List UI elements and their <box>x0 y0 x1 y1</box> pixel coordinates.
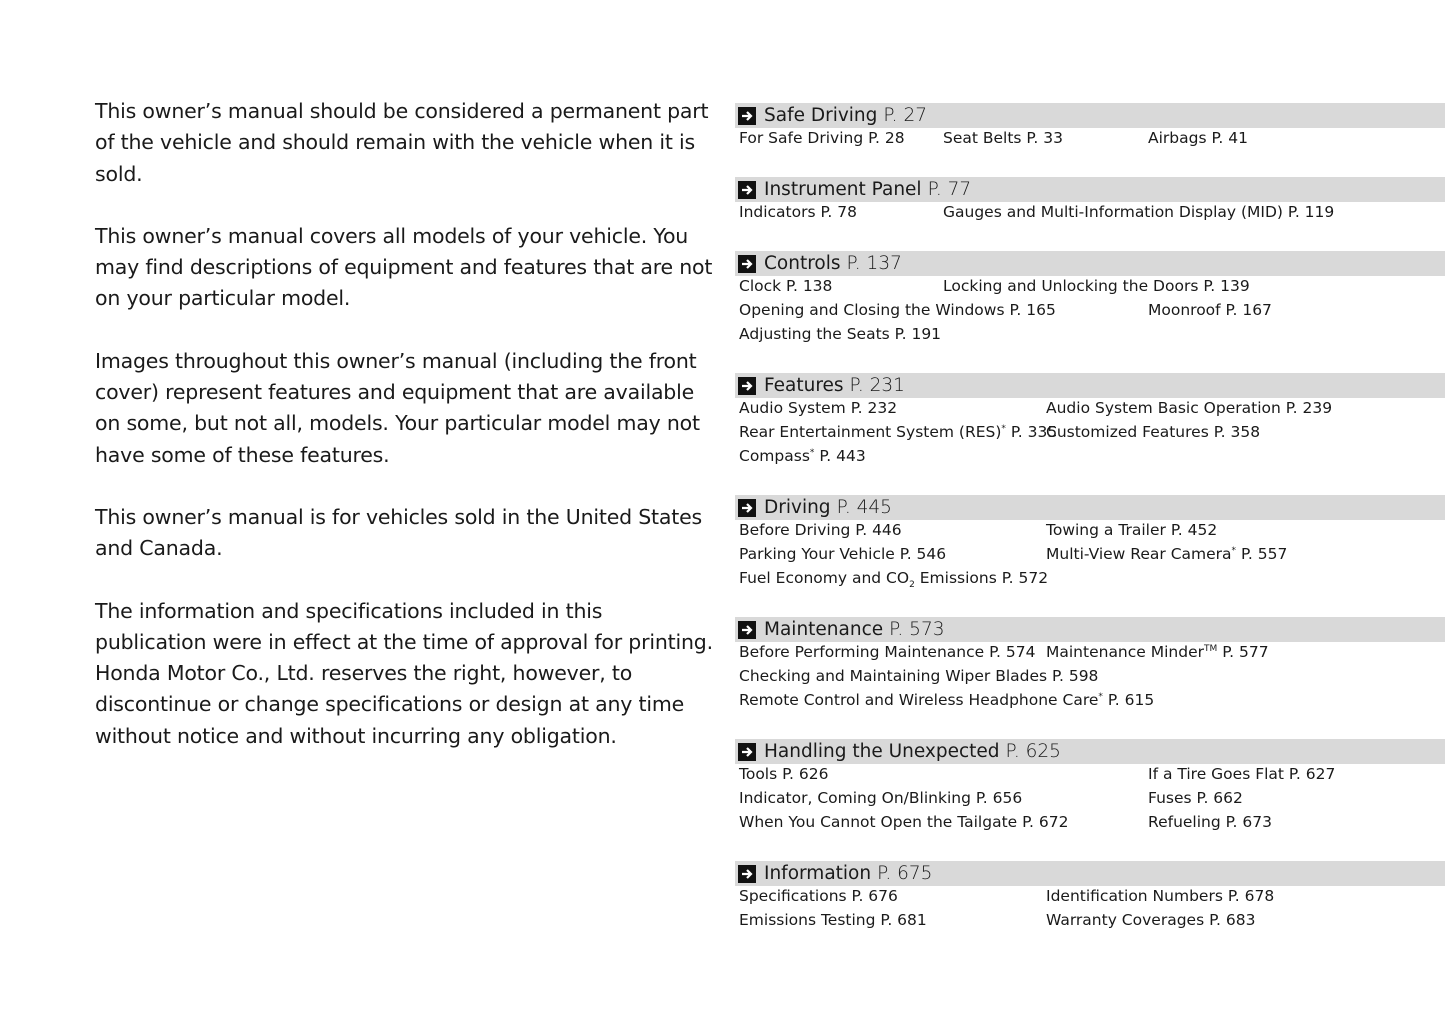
toc-section-header[interactable] <box>735 861 1445 886</box>
toc-entry-link[interactable]: Identification Numbers P. 678 <box>1046 887 1275 905</box>
toc-row <box>735 324 1445 348</box>
toc-row <box>735 690 1445 714</box>
toc-entry-link[interactable]: If a Tire Goes Flat P. 627 <box>1148 765 1336 783</box>
toc-section-page: P. 231 <box>849 375 905 396</box>
toc-section <box>735 177 1445 226</box>
toc-entry-link[interactable]: Audio System Basic Operation P. 239 <box>1046 399 1333 417</box>
toc-section-header[interactable] <box>735 251 1445 276</box>
toc-section-page: P. 137 <box>846 253 902 274</box>
toc-section-title: Handling the Unexpected <box>764 741 1000 762</box>
toc-row <box>735 568 1445 592</box>
intro-paragraph: The information and specifications included in this publication were in effect at the time of approval for printing. Honda Motor Co., Ltd. reserves the right, however, to discontinue or change specifications or design at any time without notice and without incurring any obligation. <box>95 598 713 748</box>
toc-entry-link[interactable]: Indicators P. 78 <box>739 203 858 221</box>
toc-section <box>735 373 1445 470</box>
toc-entry-link[interactable]: Multi-View Rear Camera* P. 557 <box>1046 545 1288 563</box>
toc-section <box>735 103 1445 152</box>
toc-entry-link[interactable]: Parking Your Vehicle P. 546 <box>739 545 947 563</box>
toc-section-title: Controls <box>764 253 841 274</box>
toc-entry-link[interactable]: Customized Features P. 358 <box>1046 423 1261 441</box>
toc-row <box>735 886 1445 910</box>
toc-entry-link[interactable]: Opening and Closing the Windows P. 165 <box>739 301 1056 319</box>
toc-entry-link[interactable]: Compass* P. 443 <box>739 447 866 465</box>
toc-entry-link[interactable]: Before Driving P. 446 <box>739 521 902 539</box>
toc-section-page: P. 625 <box>1005 741 1061 762</box>
toc-section-header[interactable] <box>735 739 1445 764</box>
toc-row <box>735 666 1445 690</box>
toc-entry-link[interactable]: When You Cannot Open the Tailgate P. 672 <box>739 813 1069 831</box>
toc-row <box>735 812 1445 836</box>
toc-section-header[interactable] <box>735 373 1445 398</box>
toc-row <box>735 446 1445 470</box>
toc-entry-link[interactable]: Remote Control and Wireless Headphone Care* P. 615 <box>739 691 1155 709</box>
toc-section-page: P. 77 <box>927 179 972 200</box>
table-of-contents <box>735 103 1445 959</box>
toc-row <box>735 276 1445 300</box>
toc-entry-link[interactable]: Locking and Unlocking the Doors P. 139 <box>943 277 1250 295</box>
toc-row <box>735 300 1445 324</box>
toc-entry-link[interactable]: Checking and Maintaining Wiper Blades P. 598 <box>739 667 1099 685</box>
toc-entry-link[interactable]: Maintenance Minder™ P. 577 <box>1046 643 1269 661</box>
toc-row <box>735 788 1445 812</box>
intro-paragraph: This owner’s manual covers all models of your vehicle. You may find descriptions of equipment and features that are not on your particular model. <box>95 223 713 311</box>
arrow-right-icon <box>738 377 756 395</box>
toc-section-header[interactable] <box>735 103 1445 128</box>
toc-entry-link[interactable]: Fuses P. 662 <box>1148 789 1243 807</box>
toc-section-title: Driving <box>764 497 831 518</box>
toc-section-page: P. 675 <box>877 863 933 884</box>
toc-entry-link[interactable]: Clock P. 138 <box>739 277 833 295</box>
toc-entry-link[interactable]: Fuel Economy and $CO_2$ Emissions P. 572 <box>739 569 1049 591</box>
toc-entry-link[interactable]: For Safe Driving P. 28 <box>739 129 905 147</box>
toc-entry-link[interactable]: Towing a Trailer P. 452 <box>1046 521 1218 539</box>
toc-entry-link[interactable]: Warranty Coverages P. 683 <box>1046 911 1256 929</box>
toc-section-page: P. 27 <box>883 105 927 126</box>
arrow-right-icon <box>738 621 756 639</box>
toc-section-title: Instrument Panel <box>764 179 922 200</box>
toc-section <box>735 739 1445 836</box>
toc-entry-link[interactable]: Gauges and Multi-Information Display (MID) P. 119 <box>943 203 1335 221</box>
toc-row <box>735 764 1445 788</box>
toc-entry-link[interactable]: Seat Belts P. 33 <box>943 129 1063 147</box>
toc-section-title: Safe Driving <box>764 105 878 126</box>
toc-section <box>735 251 1445 348</box>
toc-row <box>735 642 1445 666</box>
toc-entry-link[interactable]: Tools P. 626 <box>739 765 829 783</box>
toc-entry-link[interactable]: Audio System P. 232 <box>739 399 898 417</box>
toc-row <box>735 520 1445 544</box>
toc-section <box>735 617 1445 714</box>
toc-entry-link[interactable]: Specifications P. 676 <box>739 887 898 905</box>
toc-row <box>735 544 1445 568</box>
arrow-right-icon <box>738 107 756 125</box>
toc-row <box>735 910 1445 934</box>
intro-paragraph: This owner’s manual is for vehicles sold in the United States and Canada. <box>95 504 702 561</box>
toc-section-page: P. 445 <box>836 497 892 518</box>
arrow-right-icon <box>738 255 756 273</box>
toc-entry-link[interactable]: Before Performing Maintenance P. 574 <box>739 643 1036 661</box>
toc-section-title: Maintenance <box>764 619 884 640</box>
toc-row <box>735 202 1445 226</box>
toc-row <box>735 128 1445 152</box>
intro-paragraph: Images throughout this owner’s manual (including the front cover) represent features and equipment that are available on some, but not all, models. Your particular model may not have some of these features. <box>95 348 700 467</box>
toc-entry-link[interactable]: Rear Entertainment System (RES)* P. 335 <box>739 423 1058 441</box>
toc-entry-link[interactable]: Airbags P. 41 <box>1148 129 1248 147</box>
toc-section-header[interactable] <box>735 495 1445 520</box>
toc-entry-link[interactable]: Adjusting the Seats P. 191 <box>739 325 942 343</box>
toc-section-title: Features <box>764 375 844 396</box>
toc-entry-link[interactable]: Indicator, Coming On/Blinking P. 656 <box>739 789 1023 807</box>
toc-row <box>735 422 1445 446</box>
intro-paragraph: This owner’s manual should be considered a permanent part of the vehicle and should remain with the vehicle when it is sold. <box>95 99 709 186</box>
arrow-right-icon <box>738 865 756 883</box>
toc-row <box>735 398 1445 422</box>
toc-section-title: Information <box>764 863 872 884</box>
arrow-right-icon <box>738 181 756 199</box>
toc-entry-link[interactable]: Moonroof P. 167 <box>1148 301 1272 319</box>
toc-section-header[interactable] <box>735 177 1445 202</box>
intro-text <box>95 96 715 783</box>
arrow-right-icon <box>738 743 756 761</box>
toc-section <box>735 861 1445 934</box>
arrow-right-icon <box>738 499 756 517</box>
toc-section-page: P. 573 <box>889 619 945 640</box>
toc-section-header[interactable] <box>735 617 1445 642</box>
toc-section <box>735 495 1445 592</box>
toc-entry-link[interactable]: Emissions Testing P. 681 <box>739 911 927 929</box>
toc-entry-link[interactable]: Refueling P. 673 <box>1148 813 1272 831</box>
